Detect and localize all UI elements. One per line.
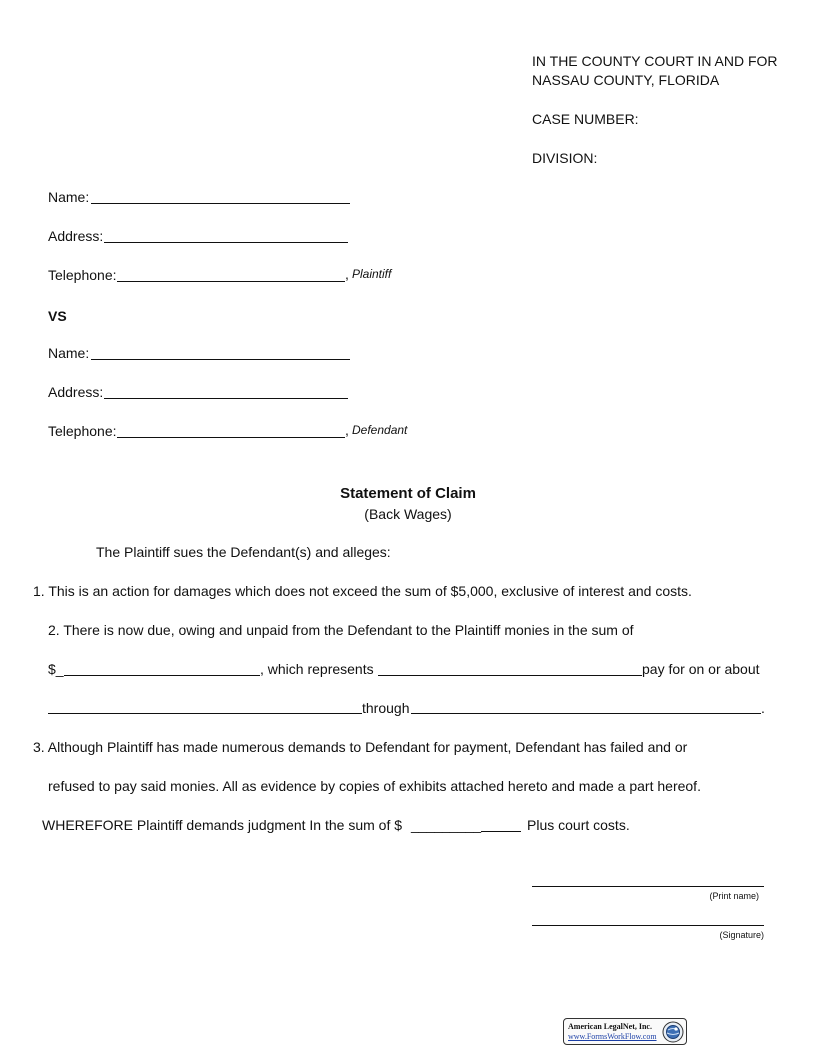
- through-text: through: [362, 700, 410, 716]
- court-caption-line1: IN THE COUNTY COURT IN AND FOR: [532, 53, 778, 69]
- american-legalnet-logo[interactable]: [563, 1018, 687, 1045]
- period-mark: .: [761, 700, 765, 716]
- judgment-amount-field[interactable]: [481, 831, 521, 832]
- defendant-address-label: Address:: [48, 384, 104, 400]
- plaintiff-name-field[interactable]: [91, 203, 350, 204]
- court-caption-line2: NASSAU COUNTY, FLORIDA: [532, 72, 720, 88]
- defendant-comma: ,: [345, 422, 349, 438]
- judgment-blank: _________: [411, 817, 482, 833]
- document-title: Statement of Claim: [340, 485, 476, 502]
- case-number-label: CASE NUMBER:: [532, 111, 639, 127]
- defendant-name-label: Name:: [48, 345, 90, 361]
- paragraph-3-line2: refused to pay said monies. All as evidence by copies of exhibits attached hereto and made a part hereof.: [48, 778, 701, 794]
- signature-label: (Signature): [719, 930, 764, 940]
- plaintiff-telephone-label: Telephone:: [48, 267, 117, 283]
- logo-url[interactable]: www.FormsWorkFlow.com: [568, 1032, 657, 1041]
- print-name-label: (Print name): [709, 891, 759, 901]
- plaintiff-name-label: Name:: [48, 189, 90, 205]
- plaintiff-address-label: Address:: [48, 228, 104, 244]
- defendant-role-label: Defendant: [352, 423, 408, 437]
- start-date-field[interactable]: [48, 713, 362, 714]
- dollar-prefix: $_: [48, 661, 64, 677]
- plaintiff-comma: ,: [345, 266, 349, 282]
- pay-for-text: pay for on or about: [642, 661, 760, 677]
- signature-line[interactable]: [532, 925, 764, 926]
- document-subtitle: (Back Wages): [364, 506, 452, 522]
- paragraph-1: 1. This is an action for damages which does not exceed the sum of $5,000, exclusive of interest and costs.: [33, 583, 692, 599]
- versus-label: VS: [48, 308, 67, 324]
- defendant-address-field[interactable]: [104, 398, 348, 399]
- defendant-telephone-field[interactable]: [117, 437, 345, 438]
- paragraph-2-line1: 2. There is now due, owing and unpaid from the Defendant to the Plaintiff monies in the sum of: [48, 622, 634, 638]
- plaintiff-address-field[interactable]: [104, 242, 348, 243]
- intro-text: The Plaintiff sues the Defendant(s) and alleges:: [96, 544, 391, 560]
- plus-court-costs-text: Plus court costs.: [527, 817, 630, 833]
- print-name-line[interactable]: [532, 886, 764, 887]
- globe-icon: [662, 1021, 684, 1043]
- end-date-field[interactable]: [411, 713, 761, 714]
- paragraph-3-line1: 3. Although Plaintiff has made numerous demands to Defendant for payment, Defendant has failed and or: [33, 739, 688, 755]
- wage-description-field[interactable]: [378, 675, 642, 676]
- plaintiff-telephone-field[interactable]: [117, 281, 345, 282]
- which-represents-text: , which represents: [260, 661, 374, 677]
- defendant-telephone-label: Telephone:: [48, 423, 117, 439]
- division-label: DIVISION:: [532, 150, 598, 166]
- wherefore-text: WHEREFORE Plaintiff demands judgment In the sum of $: [42, 817, 403, 833]
- amount-due-field[interactable]: [64, 675, 260, 676]
- logo-company-name: American LegalNet, Inc.: [568, 1022, 652, 1031]
- defendant-name-field[interactable]: [91, 359, 350, 360]
- plaintiff-role-label: Plaintiff: [352, 267, 392, 281]
